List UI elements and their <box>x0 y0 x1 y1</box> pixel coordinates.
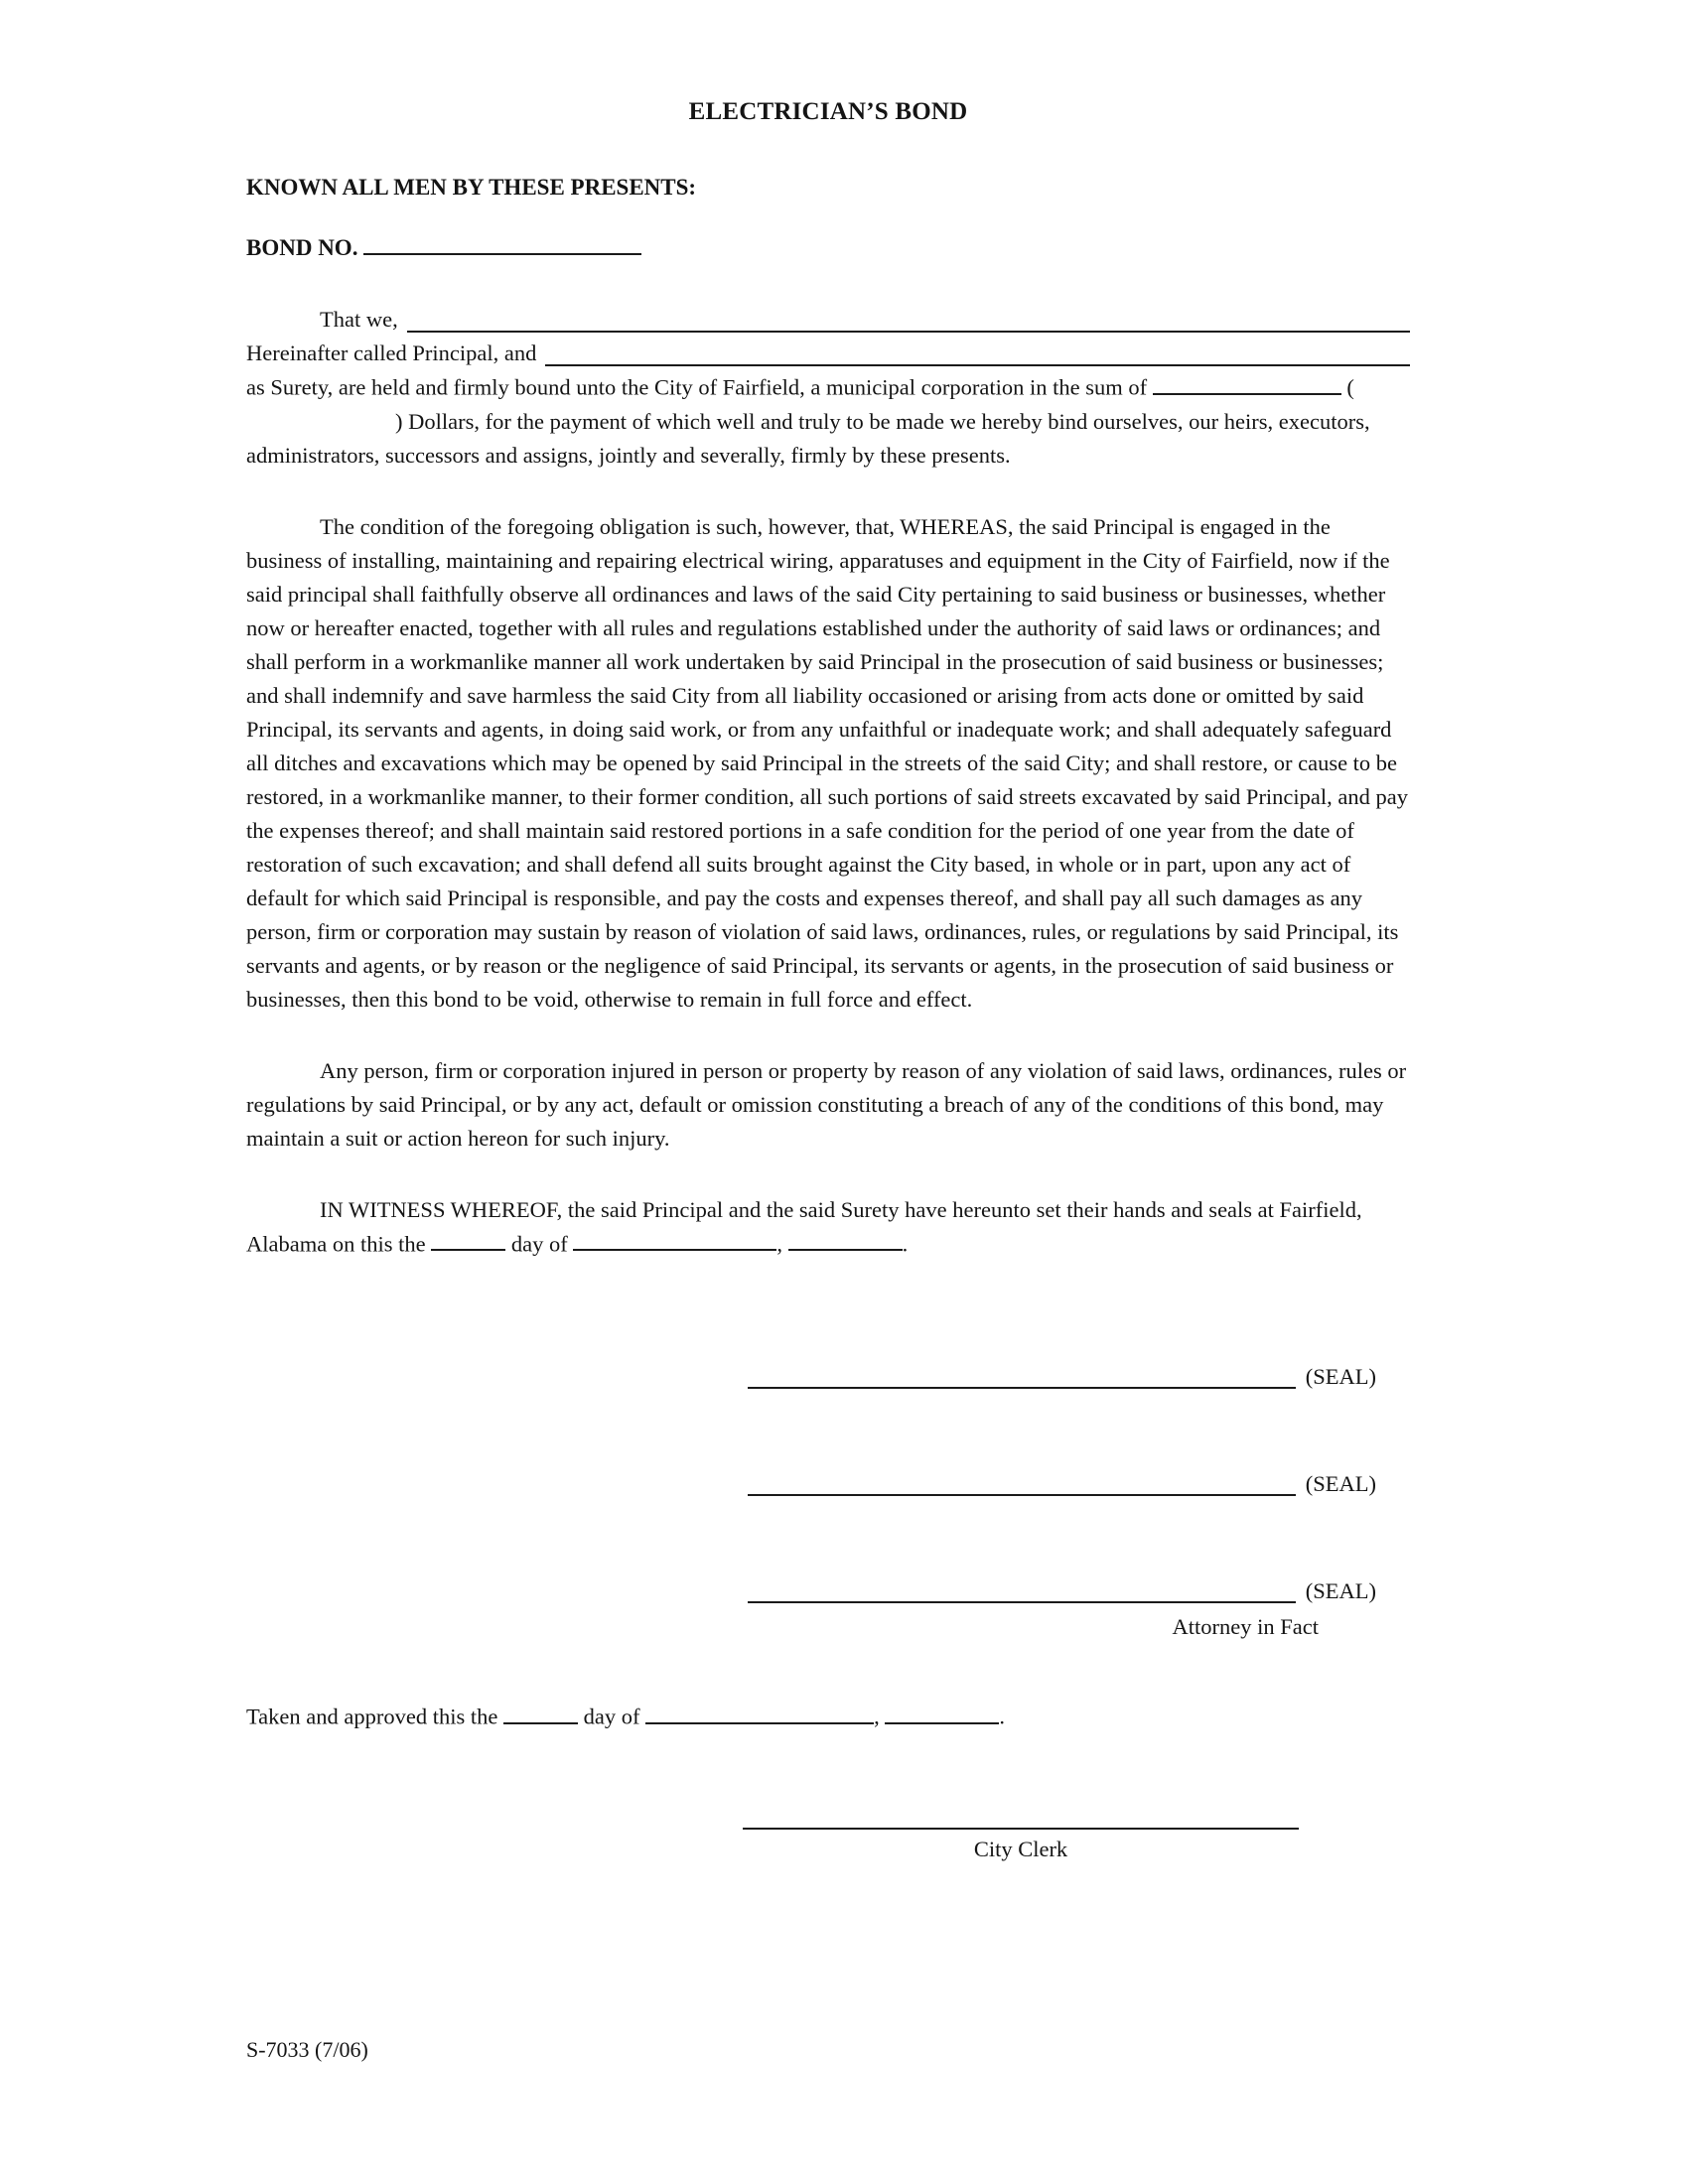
witness-period: . <box>902 1231 909 1256</box>
city-clerk-signature-block <box>743 1798 1299 1866</box>
seal-label: (SEAL) <box>1305 1364 1376 1389</box>
witness-day-blank <box>431 1227 505 1252</box>
signature-row <box>246 1467 1410 1501</box>
witness-intro-text: IN WITNESS WHEREOF, the said Principal and the said Surety have hereunto set their hands and seals at Fairfield, Alabama on this the <box>246 1196 1362 1256</box>
condition-paragraph: The condition of the foregoing obligation is such, however, that, WHEREAS, the said Principal is engaged in the business of installing, maintaining and repairing electrical wiring, apparatuses and equipment in the City of Fairfield, now if the said principal shall faithfully observe all ordinances and laws of the said City pertaining to said business or businesses, whether now or hereafter enacted, together with all rules and regulations established under the authority of said laws or ordinances; and shall perform in a workmanlike manner all work undertaken by said Principal in the prosecution of said business or businesses; and shall indemnify and save harmless the said City from all liability occasioned or arising from acts done or omitted by said Principal, its servants and agents, in doing said work, or from any unfaithful or inadequate work; and shall adequately safeguard all ditches and excavations which may be opened by said Principal in the streets of the said City; and shall restore, or cause to be restored, in a workmanlike manner, to their former condition, all such portions of said streets excavated by said Principal, and pay the expenses thereof; and shall maintain said restored portions in a safe condition for the period of one year from the date of restoration of such excavation; and shall defend all suits brought against the City based, in whole or in part, upon any act of default for which said Principal is responsible, and pay the costs and expenses thereof, and shall pay all such damages as any person, firm or corporation may sustain by reason of violation of said laws, ordinances, rules, or regulations by said Principal, its servants and agents, or by reason or the negligence of said Principal, its servants or agents, in the prosecution of said business or businesses, then this bond to be void, otherwise to remain in full force and effect. <box>246 513 1409 1012</box>
approval-line <box>246 1700 1410 1734</box>
signature-row <box>246 1574 1410 1608</box>
sum-amount-blank <box>1153 370 1341 395</box>
attorney-in-fact-label: Attorney in Fact <box>1172 1614 1319 1639</box>
approval-intro-text: Taken and approved this the <box>246 1704 498 1729</box>
signature-row <box>246 1360 1410 1394</box>
obligation-paragraph <box>246 303 1410 473</box>
sum-numeric-gap <box>246 406 395 429</box>
bond-number-blank <box>363 230 641 255</box>
surety-name-line <box>246 337 1410 370</box>
principal-name-line <box>246 303 1410 337</box>
approval-year-blank <box>885 1700 999 1724</box>
surety-text: as Surety, are held and firmly bound unto the City of Fairfield, a municipal corporation in the sum of <box>246 374 1148 400</box>
principal-name-blank <box>407 331 1410 333</box>
that-we-text: That we, <box>320 307 398 332</box>
witness-year-blank <box>788 1227 903 1252</box>
form-number: S-7033 (7/06) <box>246 2037 368 2062</box>
witness-paragraph <box>246 1193 1410 1262</box>
seal-label: (SEAL) <box>1305 1471 1376 1496</box>
witness-month-blank <box>573 1227 776 1252</box>
approval-month-blank <box>645 1700 874 1724</box>
approval-day-blank <box>503 1700 578 1724</box>
city-clerk-label: City Clerk <box>973 1836 1068 1861</box>
document-title: ELECTRICIAN’S BOND <box>688 98 968 125</box>
witness-comma: , <box>776 1231 782 1256</box>
salutation-heading: KNOWN ALL MEN BY THESE PRESENTS: <box>246 175 697 200</box>
dollars-text: ) Dollars, for the payment of which well and truly to be made we hereby bind ourselves, our heirs, executors, administrators, successors and assigns, jointly and severally, firmly by these presents. <box>246 408 1370 468</box>
bond-number-label: BOND NO. <box>246 235 358 260</box>
approval-day-of-text: day of <box>583 1704 640 1729</box>
injury-paragraph: Any person, firm or corporation injured in person or property by reason of any violation of said laws, ordinances, rules or regulations by said Principal, or by any act, default or omission constituting a breach of any of the conditions of this bond, may maintain a suit or action hereon for such injury. <box>246 1057 1407 1151</box>
witness-day-of-text: day of <box>510 1231 568 1256</box>
approval-period: . <box>999 1704 1005 1729</box>
approval-comma: , <box>874 1704 880 1729</box>
signature-line-blank <box>748 1601 1296 1603</box>
signature-line-blank <box>748 1387 1296 1389</box>
surety-name-blank <box>545 364 1410 366</box>
paren-open-text: ( <box>1346 374 1354 400</box>
obligation-body <box>246 370 1410 473</box>
seal-label: (SEAL) <box>1305 1578 1376 1603</box>
principal-text: Hereinafter called Principal, and <box>246 341 537 365</box>
signature-line-blank <box>748 1494 1296 1496</box>
city-clerk-signature-blank <box>743 1798 1299 1830</box>
bond-number-row <box>246 230 1410 265</box>
